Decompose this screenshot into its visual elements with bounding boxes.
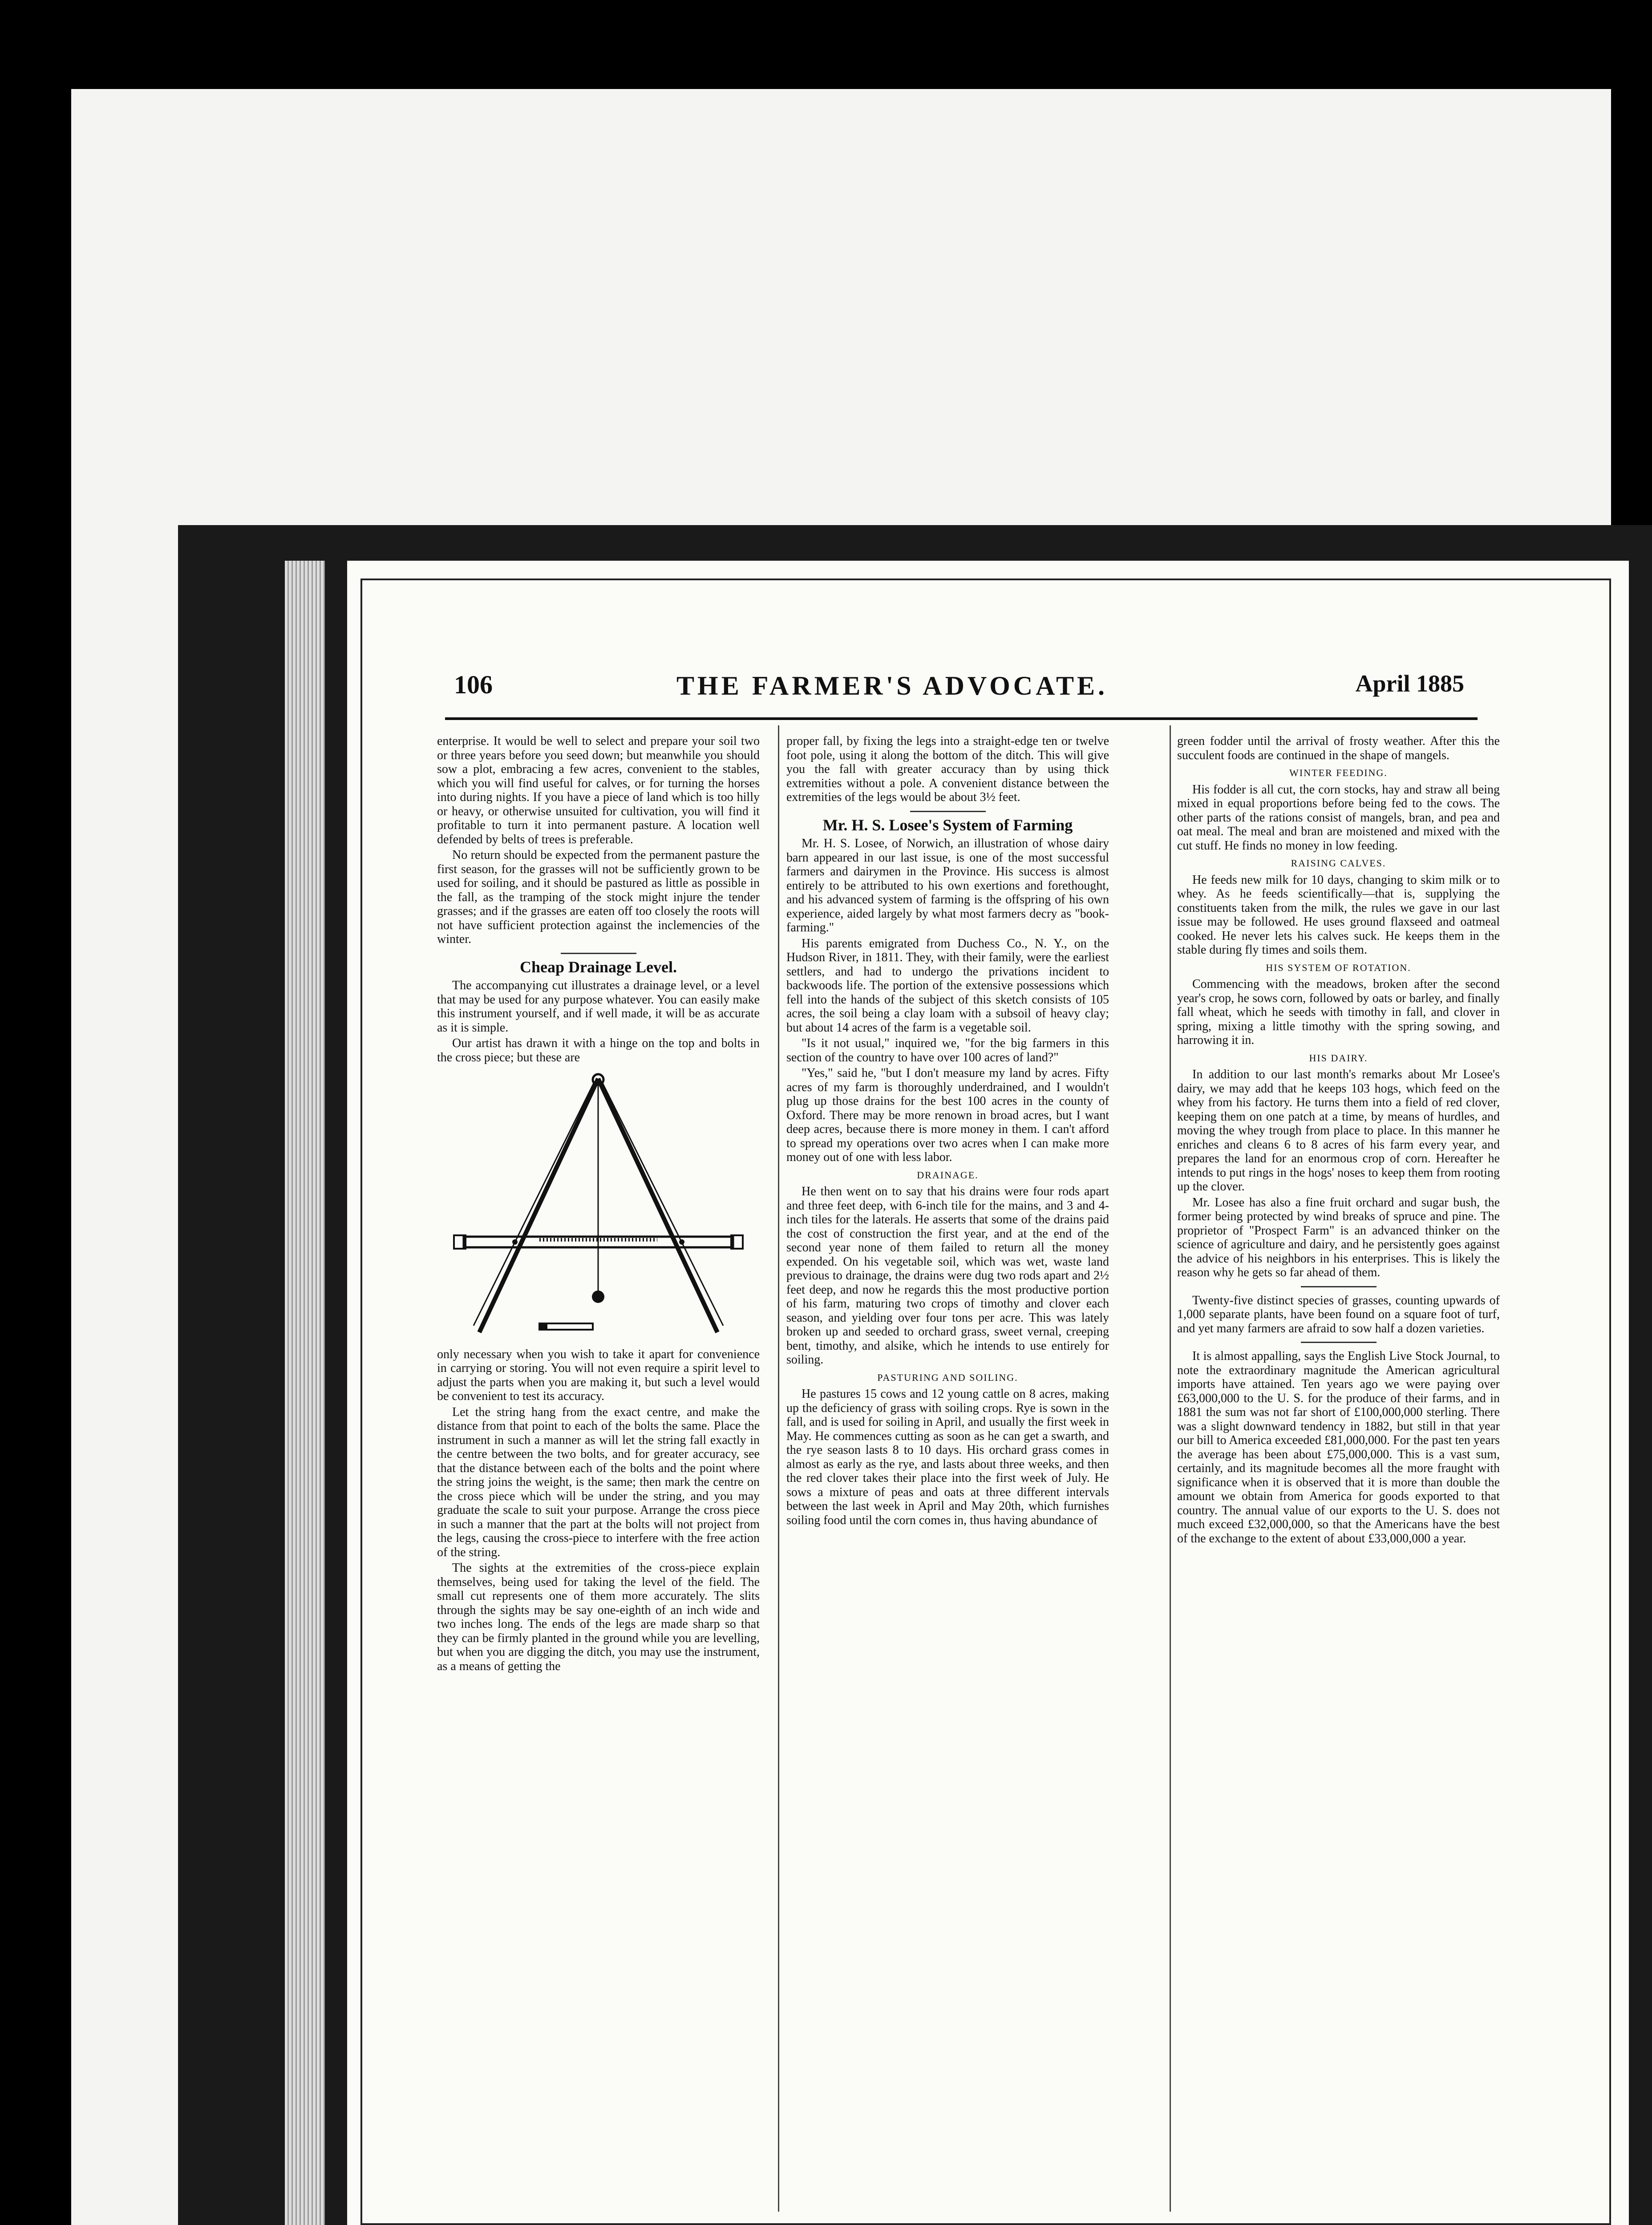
subheading-drainage: DRAINAGE. — [917, 1169, 979, 1181]
subheading-dairy: HIS DAIRY. — [1309, 1052, 1368, 1064]
section-rule — [1301, 1342, 1377, 1343]
drainage-level-drawing — [437, 1070, 760, 1337]
paragraph: He then went on to say that his drains were four rods apart and three feet deep, with 6-inch tile for the mains, and 3 and 4-inch tiles for the laterals. He asserts that some of the drains paid the cost of construction the first year, and at the end of the second year none of them failed to return all the money expended. On his vegetable soil, which was wet, waste land previous to drainage, the drains were dug two rods apart and 2½ feet deep, and now he regards this the most productive portion of his farm, maturing two crops of timothy and clover each season, and yielding over four tons per acre. This was lately broken up and seeded to orchard grass, sweet vernal, creeping bent, timothy, and alsike, which he intends to use entirely for soiling. — [786, 1185, 1109, 1367]
paragraph: proper fall, by fixing the legs into a straight-edge ten or twelve foot pole, using it along the bottom of the ditch. This will give you the fall with greater accuracy than by using thick extremities without a pole. A convenient distance between the extremities of the legs would be about 3½ feet. — [786, 734, 1109, 804]
paragraph: He feeds new milk for 10 days, changing to skim milk or to whey. As he feeds scientifically—that is, supplying the constituents taken from the milk, the rules we gave in our last issue may be followed. He uses ground flaxseed and oatmeal cooked. He never lets his calves suck. He keeps them in the stable during fly times and soils them. — [1177, 873, 1500, 957]
paragraph: Let the string hang from the exact centre, and make the distance from that point to each of the bolts the same. Place the instrument in such a manner as will let the string fall exactly in the centre between the two bolts, and for greater accuracy, see that the distance between each of the bolts and the point where the string joins the weight, is the same; then mark the centre on the cross piece which will be under the string, and you may graduate the scale to suit your purpose. Arrange the cross piece in such a manner that the part at the bolts will not project from the legs, causing the cross-piece to interfere with the free action of the string. — [437, 1405, 760, 1559]
column-3 — [1177, 734, 1500, 1547]
section-rule — [561, 953, 636, 954]
page-number: 106 — [454, 670, 493, 699]
subheading-rotation: HIS SYSTEM OF ROTATION. — [1266, 962, 1411, 973]
subheading-winter-feeding: WINTER FEEDING. — [1289, 767, 1388, 778]
paragraph: He pastures 15 cows and 12 young cattle on 8 acres, making up the deficiency of grass with soiling crops. Rye is sown in the fall, and is used for soiling in April, and usually the first week in May. He commences cutting as soon as he can get a swarth, and the rye season lasts 8 to 10 days. His orchard grass comes in almost as early as the rye, and lasts about three weeks, and then the red clover takes their place into the first week of July. He sows a mixture of peas and oats at three different intervals between the last week in April and May 20th, which furnishes soiling food until the corn comes in, thus having abundance of — [786, 1387, 1109, 1527]
paragraph: "Yes," said he, "but I don't measure my land by acres. Fifty acres of my farm is thoroughly underdrained, and I wouldn't plug up those drains for the best 100 acres in the county of Oxford. There may be more renown in broad acres, but I want deep acres, because there is more money in them. I can't afford to spread my operations over two acres when I can make more money out of one with less labor. — [786, 1066, 1109, 1164]
paragraph: No return should be expected from the permanent pasture the first season, for the grasses will not be sufficiently grown to be used for soiling, and it should be pastured as little as possible in the fall, as the tramping of the stock might injure the tender grasses; and if the grasses are eaten off too closely the roots will not have sufficient protection against the inclemencies of the winter. — [437, 848, 760, 946]
paragraph: His fodder is all cut, the corn stocks, hay and straw all being mixed in equal proportions before being fed to the cows. The other parts of the rations consist of mangels, bran, and pea and oat meal. The meal and bran are moistened and mixed with the cut stuff. He finds no money in low feeding. — [1177, 782, 1500, 853]
page-header — [454, 670, 1464, 710]
section-rule — [910, 811, 986, 812]
article-heading-drainage-level: Cheap Drainage Level. — [520, 958, 677, 976]
paragraph: green fodder until the arrival of frosty weather. After this the succulent foods are continued in the shape of mangels. — [1177, 734, 1500, 762]
paragraph: The accompanying cut illustrates a drainage level, or a level that may be used for any purpose whatever. You can easily make this instrument yourself, and if well made, it will be as accurate as it is simple. — [437, 979, 760, 1035]
paragraph: Twenty-five distinct species of grasses, counting upwards of 1,000 separate plants, have been found on a square foot of turf, and yet many farmers are afraid to sow half a dozen varieties. — [1177, 1293, 1500, 1335]
subheading-pasturing: PASTURING AND SOILING. — [877, 1371, 1018, 1383]
paragraph: "Is it not usual," inquired we, "for the big farmers in this section of the country to have over 100 acres of land?" — [786, 1036, 1109, 1064]
paragraph: enterprise. It would be well to select and prepare your soil two or three years before you seed down; but meanwhile you should sow a plot, embracing a few acres, convenient to the stables, which you will find useful for calves, or for turning the horses into during nights. If you have a piece of land which is too hilly or heavy, or otherwise unsuited for cultivation, you will find it profitable to turn it into permanent pasture. A location well defended by belts of trees is preferable. — [437, 734, 760, 846]
masthead-title: THE FARMER'S ADVOCATE. — [676, 671, 1108, 700]
column-2 — [786, 734, 1109, 1529]
subheading-raising-calves: RAISING CALVES. — [1291, 858, 1386, 869]
paragraph: It is almost appalling, says the English Live Stock Journal, to note the extraordinary magnitude the American agricultural imports have attained. Ten years ago we were paying over £63,000,000 to the U. S. for the produce of their farms, and in 1881 the sum was not far short of £100,000,000 sterling. There was a slight downward tendency in 1882, but still in that year our bill to America exceeded £81,000,000. For the past ten years the average has been about £75,000,000. This is a vast sum, certainly, and its magnitude becomes all the more fraught with significance when it is observed that it is more than double the amount we obtain from America for goods exported to that country. The annual value of our exports to the U. S. does not much exceed £32,000,000, so that the Americans have the best of the exchange to the extent of about £33,000,000 a year. — [1177, 1349, 1500, 1545]
column-rule-1 — [778, 725, 779, 2212]
article-heading-losee: Mr. H. S. Losee's System of Farming — [822, 816, 1073, 834]
header-rule — [445, 717, 1478, 720]
paragraph: only necessary when you wish to take it apart for convenience in carrying or storing. You will not even require a spirit level to adjust the parts when you are making it, but such a level would be convenient to test its accuracy. — [437, 1347, 760, 1403]
paragraph: The sights at the extremities of the cross-piece explain themselves, being used for taking the level of the field. The small cut represents one of them more accurately. The slits through the sights may be say one-eighth of an inch wide and two inches long. The ends of the legs are made sharp so that they can be firmly planted in the ground while you are levelling, but when you are digging the ditch, you may use the instrument, as a means of getting the — [437, 1561, 760, 1673]
paragraph: Our artist has drawn it with a hinge on the top and bolts in the cross piece; but these are — [437, 1036, 760, 1064]
page-stack-edge — [285, 561, 325, 2225]
paragraph: Mr. Losee has also a fine fruit orchard and sugar bush, the former being protected by wind breaks of spruce and pine. The proprietor of "Prospect Farm" is an advanced thinker on the science of agriculture and dairy, and he persistently goes against the advice of his neighbors in his enterprises. This is likely the reason why he gets so far ahead of them. — [1177, 1195, 1500, 1279]
column-1 — [437, 734, 760, 1675]
paragraph: His parents emigrated from Duchess Co., N. Y., on the Hudson River, in 1811. They, with their family, were the earliest settlers, and had to undergo the privations incident to backwoods life. The portion of the extensive possessions which fell into the hands of the subject of this sketch consists of 105 acres, the soil being a clay loam with a subsoil of heavy clay; but about 14 acres of the farm is a vegetable soil. — [786, 936, 1109, 1035]
issue-date: April 1885 — [1355, 670, 1464, 697]
column-rule-2 — [1170, 725, 1171, 2212]
drainage-level-illustration — [437, 1070, 760, 1340]
paragraph: In addition to our last month's remarks about Mr Losee's dairy, we may add that he keeps 103 hogs, which feed on the whey from his factory. He turns them into a field of red clover, keeping them on one patch at a time, by means of hurdles, and moving the whey trough from place to place. In this manner he enriches and cleans 6 to 8 acres of his farm every year, and prepares the land for an enormous crop of corn. Hereafter he intends to put rings in the hogs' noses to keep them from rooting up the clover. — [1177, 1068, 1500, 1193]
paragraph: Commencing with the meadows, broken after the second year's crop, he sows corn, followed by oats or barley, and finally fall wheat, which he seeds with timothy in fall, and clover in spring, mixing a little timothy with the spring sowing, and harrowing it in. — [1177, 977, 1500, 1047]
paragraph: Mr. H. S. Losee, of Norwich, an illustration of whose dairy barn appeared in our last issue, is one of the most successful farmers and dairymen in the Province. His success is almost entirely to be attributed to his own exertions and forethought, and his advanced system of farming is the offspring of his own experience, aided largely by what most farmers decry as "book-farming." — [786, 837, 1109, 934]
section-rule — [1301, 1286, 1377, 1287]
